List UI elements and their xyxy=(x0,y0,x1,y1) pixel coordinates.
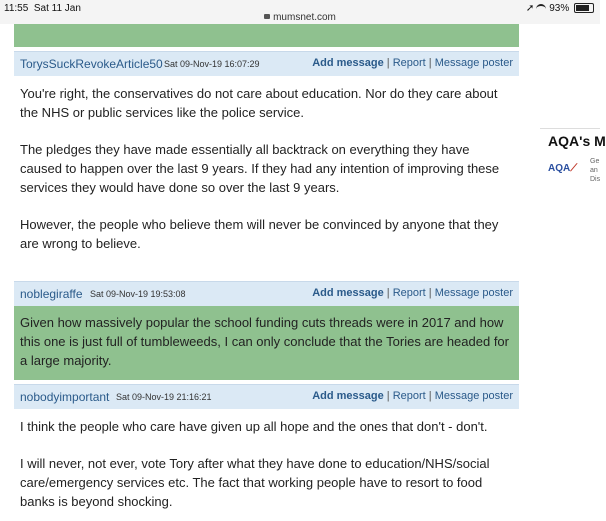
post-date: Sat 09-Nov-19 19:53:08 xyxy=(90,289,186,299)
battery-fill xyxy=(576,5,589,11)
previous-post-tail xyxy=(14,24,519,47)
ad-text xyxy=(590,157,600,184)
add-message-link[interactable]: Add message xyxy=(312,390,384,402)
url-text: mumsnet.com xyxy=(273,12,336,23)
post-date: Sat 09-Nov-19 16:07:29 xyxy=(164,59,260,69)
ad-line: Ge xyxy=(590,158,600,165)
post-paragraph: I think the people who care have given up all hope and the ones that don't - don't. xyxy=(20,419,488,434)
post-body-highlighted xyxy=(14,306,519,380)
ad-line: an xyxy=(590,167,598,174)
ad-line: Dis xyxy=(590,176,601,183)
post-paragraph: The pledges they have made essentially all backtrack on everything they have caused to happen over the last 9 years. If they had any intention of improving these services they would have done so over the last 9 years. xyxy=(20,142,500,195)
status-date: Sat 11 Jan xyxy=(33,3,81,14)
separator: | xyxy=(425,287,435,299)
location-arrow-icon: ➚ xyxy=(525,3,535,14)
message-poster-link[interactable]: Message poster xyxy=(434,287,513,299)
separator: | xyxy=(425,57,435,69)
thread-content xyxy=(14,24,519,521)
post-paragraph: You're right, the conservatives do not care about education. Nor do they care about the NHS or public services like the police service. xyxy=(20,86,498,120)
report-link[interactable]: Report xyxy=(392,390,426,402)
poster-name[interactable]: noblegiraffe xyxy=(20,287,83,301)
report-link[interactable]: Report xyxy=(392,287,426,299)
post-header xyxy=(14,384,519,409)
post-paragraph: However, the people who believe them will never be convinced by anyone that they are wrong to believe. xyxy=(20,217,499,251)
status-right xyxy=(526,3,594,14)
wifi-icon xyxy=(536,4,546,12)
address-bar[interactable] xyxy=(0,12,600,23)
post-actions xyxy=(312,57,513,69)
post-body xyxy=(14,409,519,521)
separator: | xyxy=(425,390,435,402)
post-body xyxy=(14,76,519,263)
lock-icon xyxy=(264,14,270,19)
aqa-logo-text: AQA xyxy=(548,163,571,174)
post-paragraph: I will never, not ever, vote Tory after what they have done to education/NHS/social care/emergency services etc. The fact that working people have to resort to food banks is beyond shocking. xyxy=(20,456,490,509)
separator: | xyxy=(383,287,393,299)
aqa-logo xyxy=(548,163,577,174)
battery-percent: 93% xyxy=(549,3,570,14)
separator: | xyxy=(383,390,393,402)
status-time: 11:55 xyxy=(4,3,29,14)
ad-title: AQA's M xyxy=(548,133,606,149)
message-poster-link[interactable]: Message poster xyxy=(434,390,513,402)
poster-name[interactable]: TorysSuckRevokeArticle50 xyxy=(20,57,163,71)
post-actions xyxy=(312,390,513,402)
battery-icon xyxy=(574,3,594,13)
post-paragraph: Given how massively popular the school funding cuts threads were in 2017 and how this one is just full of tumbleweeds, I can only conclude that the Tories are headed for a large majority. xyxy=(20,315,509,368)
report-link[interactable]: Report xyxy=(392,57,426,69)
separator: | xyxy=(383,57,393,69)
message-poster-link[interactable]: Message poster xyxy=(434,57,513,69)
aqa-logo-mark: ⟋ xyxy=(570,163,578,174)
add-message-link[interactable]: Add message xyxy=(312,287,384,299)
post-header xyxy=(14,51,519,76)
post-date: Sat 09-Nov-19 21:16:21 xyxy=(116,392,212,402)
side-advert[interactable] xyxy=(540,128,606,189)
status-bar xyxy=(0,0,600,24)
poster-name[interactable]: nobodyimportant xyxy=(20,390,110,404)
post-actions xyxy=(312,287,513,299)
add-message-link[interactable]: Add message xyxy=(312,57,384,69)
post-header xyxy=(14,281,519,306)
